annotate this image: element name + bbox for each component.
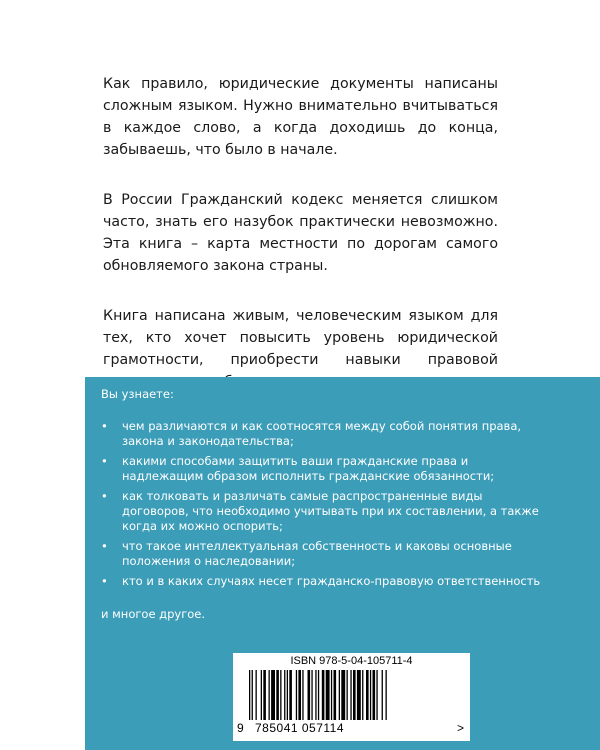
- bullet-icon: •: [101, 489, 108, 503]
- barcode-bar: [322, 670, 325, 720]
- panel-title: Вы узнаете:: [101, 387, 174, 401]
- bullet-list: [101, 419, 541, 594]
- barcode-bar: [271, 670, 275, 720]
- isbn-label: ISBN 978-5-04-105711-4: [290, 655, 413, 667]
- barcode-bar: [350, 670, 351, 720]
- barcode-bar: [366, 670, 369, 720]
- barcode-bar: [308, 670, 311, 720]
- list-item-text: какими способами защитить ваши гражданские права и надлежащим образом исполнить гражданские обязанности;: [122, 454, 495, 483]
- bullet-icon: •: [101, 539, 108, 553]
- barcode-digit-string: 785041 057114: [255, 721, 345, 735]
- intro-text: [103, 73, 498, 421]
- bullet-icon: •: [101, 574, 108, 588]
- barcode-bar: [256, 670, 257, 720]
- list-item: [101, 539, 541, 569]
- list-item: [101, 574, 541, 589]
- barcode-bar: [249, 670, 250, 720]
- list-item-text: кто и в каких случаях несет гражданско-правовую ответственность: [122, 574, 541, 588]
- barcode-bar: [269, 670, 270, 720]
- barcode-bar: [339, 670, 340, 720]
- barcode-bar: [373, 670, 376, 720]
- bullet-icon: •: [101, 454, 108, 468]
- barcode-bar: [386, 670, 387, 720]
- barcode-bar: [280, 670, 281, 720]
- list-item-text: что такое интеллектуальная собственность и каковы основные положения о наследовании;: [122, 539, 512, 568]
- intro-paragraph-1: Как правило, юридические документы написаны сложным языком. Нужно внимательно вчитываться в каждое слово, а когда доходишь до конца, забываешь, что было в начале.: [103, 76, 498, 158]
- isbn-barcode: [233, 653, 470, 741]
- barcode-bar: [315, 670, 316, 720]
- barcode-bars: [233, 670, 470, 722]
- barcode-arrow: >: [457, 721, 465, 735]
- barcode-bar: [287, 670, 288, 720]
- barcode-bar: [296, 670, 297, 720]
- barcode-bar: [357, 670, 361, 720]
- barcode-bar: [362, 670, 363, 720]
- intro-paragraph-3: Книга написана живым, человеческим языком для тех, кто хочет повысить уровень юридической грамотности, приобрести навыки правовой: [103, 308, 498, 368]
- list-item: [101, 419, 541, 449]
- barcode-bar: [289, 670, 292, 720]
- barcode-bar: [302, 670, 303, 720]
- barcode-bar: [252, 670, 253, 720]
- barcode-bar: [284, 670, 285, 720]
- barcode-bar: [311, 670, 312, 720]
- barcode-bar: [370, 670, 371, 720]
- barcode-bar: [341, 670, 345, 720]
- barcode-bar: [382, 670, 383, 720]
- list-item-text: чем различаются и как соотносятся между собой понятия права, закона и законодательства;: [122, 419, 522, 448]
- list-item: [101, 454, 541, 484]
- barcode-first-digit: 9: [237, 721, 245, 735]
- barcode-bar: [263, 670, 266, 720]
- barcode-bar: [347, 670, 348, 720]
- barcode-bar: [353, 670, 356, 720]
- list-item-text: как толковать и различать самые распространенные виды договоров, что необходимо учитывать при их составлении, а также когда их можно оспорить;: [122, 489, 539, 533]
- barcode-bar: [261, 670, 262, 720]
- barcode-bar: [326, 670, 330, 720]
- panel-outro: и многое другое.: [101, 607, 206, 621]
- list-item: [101, 489, 541, 534]
- intro-paragraph-2: В России Гражданский кодекс меняется слишком часто, знать его назубок практически невозможно. Эта книга – карта местности по дорогам самого обновляемого закона страны.: [103, 192, 498, 274]
- barcode-bar: [298, 670, 301, 720]
- learning-panel: [85, 377, 600, 750]
- barcode-bar: [318, 670, 319, 720]
- barcode-bar: [334, 670, 337, 720]
- barcode-bar: [331, 670, 332, 720]
- barcode-bar: [376, 670, 377, 720]
- barcode-bar: [276, 670, 279, 720]
- bullet-icon: •: [101, 419, 108, 433]
